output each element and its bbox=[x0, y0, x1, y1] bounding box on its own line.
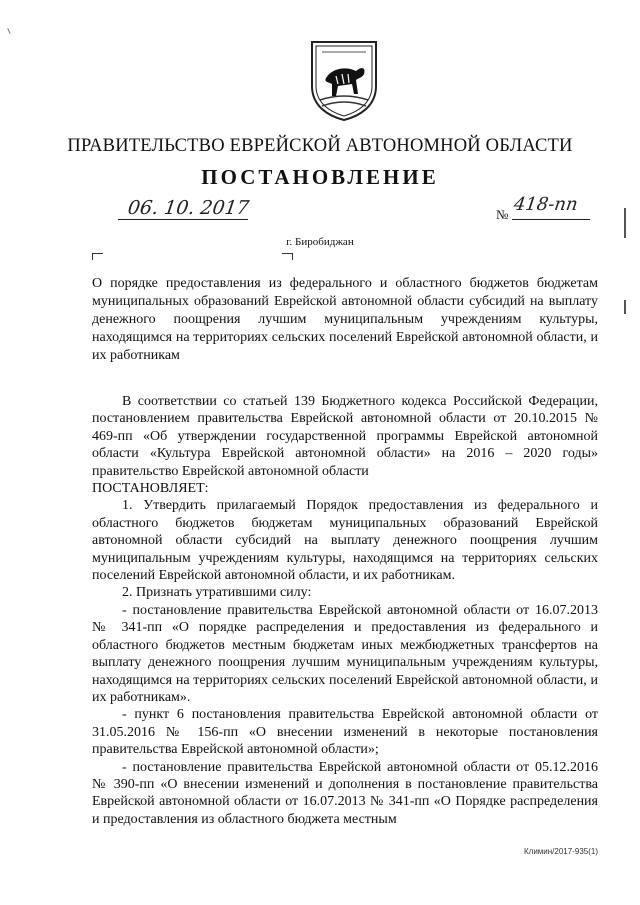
item-1: 1. Утвердить прилагаемый Порядок предоставления из федерального и областного бюджетов бюджетам муниципальных образований Еврейской автономной области субсидий на выплату денежного поощрения лучшим муниципальным учреждениям культуры, находящимся на территориях сельских поселений Еврейской автономной области, и их работникам. bbox=[92, 498, 598, 584]
scan-mark bbox=[7, 24, 20, 34]
scan-edge-mark bbox=[624, 300, 626, 314]
document-subject: О порядке предоставления из федерального и областного бюджетов бюджетам муниципальных образований Еврейской автономной области субсидий на выплату денежного поощрения лучшим муниципальным учреждениям культуры, находящимся на территориях сельских поселений Еврейской автономной области, и их работникам bbox=[92, 276, 598, 363]
coat-of-arms-emblem bbox=[302, 38, 386, 122]
item-2-b: - пункт 6 постановления правительства Еврейской автономной области от 31.05.2016 № 156-пп «О внесении изменений в некоторые постановления правительства Еврейской автономной области»; bbox=[92, 707, 598, 758]
handwritten-number: 418-пп bbox=[512, 194, 580, 215]
footer-code: Климин/2017-935(1) bbox=[524, 847, 598, 856]
handwritten-date: 06. 10. 2017 bbox=[126, 197, 251, 219]
resolves-heading: ПОСТАНОВЛЯЕТ: bbox=[92, 481, 209, 497]
item-2: 2. Признать утратившими силу: bbox=[122, 585, 312, 601]
date-underline bbox=[118, 219, 248, 220]
scan-edge-mark bbox=[624, 208, 626, 238]
item-2-a: - постановление правительства Еврейской автономной области от 16.07.2013 № 341-пп «О порядке распределения и предоставления из федерального и областного бюджетов местным бюджетам иных межбюджетных трансфертов на выплату денежного поощрения лучшим муниципальным учреждениям культуры, находящимся на территориях сельских поселений Еврейской автономной области, и их работникам». bbox=[92, 602, 598, 705]
government-title: ПРАВИТЕЛЬСТВО ЕВРЕЙСКОЙ АВТОНОМНОЙ ОБЛАСТИ bbox=[67, 136, 573, 156]
number-label: № bbox=[496, 207, 509, 222]
document-type: ПОСТАНОВЛЕНИЕ bbox=[201, 165, 439, 189]
item-2-c: - постановление правительства Еврейской автономной области от 05.12.2016 № 390-пп «О внесении изменений и дополнения в постановление правительства Еврейской автономной области от 16.07.2013 № 341-пп «О Порядке распределения и предоставления из областного бюджета местным bbox=[92, 759, 598, 827]
subject-bracket-left bbox=[92, 253, 103, 260]
city-label: г. Биробиджан bbox=[286, 236, 354, 248]
document-body bbox=[92, 393, 598, 828]
preamble-paragraph: В соответствии со статьей 139 Бюджетного кодекса Российской Федерации, постановлением правительства Еврейской автономной области от 20.10.2015 № 469-пп «Об утверждении государственной программы Еврейской автономной области «Культура Еврейской автономной области» на 2016 – 2020 годы» правительство Еврейской автономной области bbox=[92, 394, 598, 479]
subject-bracket-right bbox=[282, 253, 293, 260]
number-underline bbox=[512, 219, 590, 220]
